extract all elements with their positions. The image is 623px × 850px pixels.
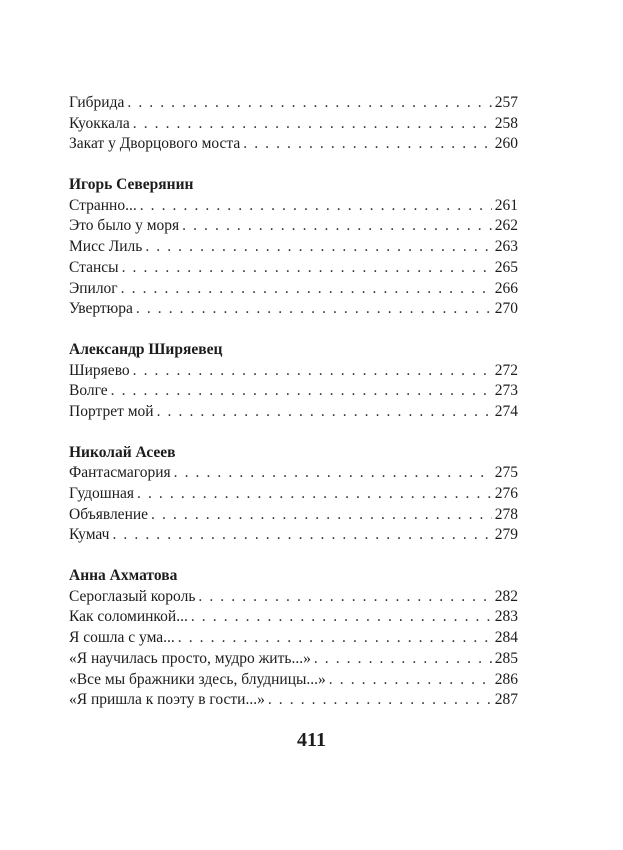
- toc-entry: [69, 237, 518, 258]
- entry-title: Фантасмагория: [69, 464, 171, 482]
- toc-entry: [69, 114, 518, 135]
- entry-page: 260: [494, 135, 518, 153]
- dot-leader: [198, 587, 491, 608]
- dot-leader: [145, 237, 491, 258]
- table-of-contents: [69, 93, 518, 711]
- entry-page: 262: [494, 217, 518, 235]
- dot-leader: [122, 258, 492, 279]
- toc-entry: [69, 196, 518, 217]
- entry-page: 274: [494, 402, 518, 420]
- entry-page: 257: [494, 94, 518, 111]
- toc-entry: [69, 690, 518, 711]
- toc-entry: [69, 484, 518, 505]
- toc-entry: [69, 279, 518, 300]
- dot-leader: [182, 216, 492, 237]
- dot-leader: [133, 361, 492, 382]
- toc-entry: [69, 670, 518, 691]
- entry-page: 263: [494, 238, 518, 256]
- dot-leader: [268, 690, 492, 711]
- toc-section: [69, 93, 518, 155]
- toc-entry: [69, 134, 518, 155]
- dot-leader: [137, 484, 492, 505]
- toc-entry: [69, 216, 518, 237]
- entry-title: Ширяево: [69, 361, 130, 379]
- dot-leader: [243, 134, 492, 155]
- entry-title: «Все мы бражники здесь, блудницы...»: [69, 670, 326, 688]
- entry-title: Гибрида: [69, 94, 125, 111]
- toc-entry: [69, 93, 518, 114]
- author-heading: Игорь Северянин: [69, 176, 194, 194]
- dot-leader: [112, 525, 491, 546]
- toc-entry: [69, 361, 518, 382]
- toc-section: [69, 443, 518, 546]
- toc-section: [69, 566, 518, 711]
- dot-leader: [157, 402, 492, 423]
- dot-leader: [174, 463, 492, 484]
- entry-title: Куоккала: [69, 114, 130, 132]
- entry-page: 285: [494, 649, 518, 667]
- author-heading: Александр Ширяевец: [69, 340, 223, 358]
- toc-section: [69, 340, 518, 423]
- toc-entry: [69, 402, 518, 423]
- toc-entry: [69, 525, 518, 546]
- entry-title: Закат у Дворцового моста: [69, 135, 241, 153]
- dot-leader: [121, 279, 492, 300]
- entry-page: 272: [494, 361, 518, 379]
- entry-page: 276: [494, 485, 518, 502]
- entry-title: Это было у моря: [69, 217, 180, 235]
- entry-page: 284: [494, 629, 518, 647]
- dot-leader: [136, 299, 492, 320]
- entry-title: «Я пришла к поэту в гости...»: [69, 691, 265, 709]
- entry-title: Объявление: [69, 505, 149, 523]
- entry-title: Гудошная: [69, 485, 135, 502]
- entry-title: Как соломинкой...: [69, 608, 188, 626]
- dot-leader: [133, 114, 492, 135]
- entry-title: Портрет мой: [69, 402, 154, 420]
- toc-entry: [69, 381, 518, 402]
- entry-page: 279: [494, 526, 518, 544]
- toc-entry: [69, 607, 518, 628]
- entry-page: 283: [494, 608, 518, 626]
- toc-entry: [69, 299, 518, 320]
- toc-entry: [69, 463, 518, 484]
- dot-leader: [151, 505, 492, 526]
- author-heading: Николай Асеев: [69, 443, 176, 461]
- entry-page: 286: [494, 670, 518, 688]
- entry-page: 266: [494, 279, 518, 297]
- dot-leader: [127, 93, 491, 114]
- toc-entry: [69, 258, 518, 279]
- entry-title: Сероглазый король: [69, 587, 196, 605]
- toc-entry: [69, 628, 518, 649]
- entry-page: 282: [494, 587, 518, 605]
- toc-entry: [69, 649, 518, 670]
- entry-page: 275: [494, 464, 518, 482]
- entry-title: Волге: [69, 382, 108, 400]
- author-heading: Анна Ахматова: [69, 567, 178, 585]
- dot-leader: [140, 196, 492, 217]
- page-number: 411: [297, 729, 326, 751]
- entry-page: 265: [494, 258, 518, 276]
- entry-page: 270: [494, 300, 518, 318]
- dot-leader: [329, 670, 492, 691]
- entry-page: 278: [494, 505, 518, 523]
- entry-title: Увертюра: [69, 300, 133, 318]
- entry-title: Странно...: [69, 196, 137, 214]
- entry-title: Стансы: [69, 258, 119, 276]
- dot-leader: [178, 628, 492, 649]
- entry-title: Мисс Лиль: [69, 238, 143, 256]
- entry-page: 273: [494, 382, 518, 400]
- toc-entry: [69, 505, 518, 526]
- entry-page: 258: [494, 114, 518, 132]
- dot-leader: [191, 607, 492, 628]
- toc-section: [69, 175, 518, 320]
- entry-title: Кумач: [69, 526, 110, 544]
- toc-entry: [69, 587, 518, 608]
- entry-page: 287: [494, 691, 518, 709]
- dot-leader: [111, 381, 492, 402]
- dot-leader: [314, 649, 492, 670]
- entry-title: Эпилог: [69, 279, 118, 297]
- entry-page: 261: [494, 196, 518, 214]
- entry-title: Я сошла с ума...: [69, 629, 175, 647]
- entry-title: «Я научилась просто, мудро жить...»: [69, 649, 311, 667]
